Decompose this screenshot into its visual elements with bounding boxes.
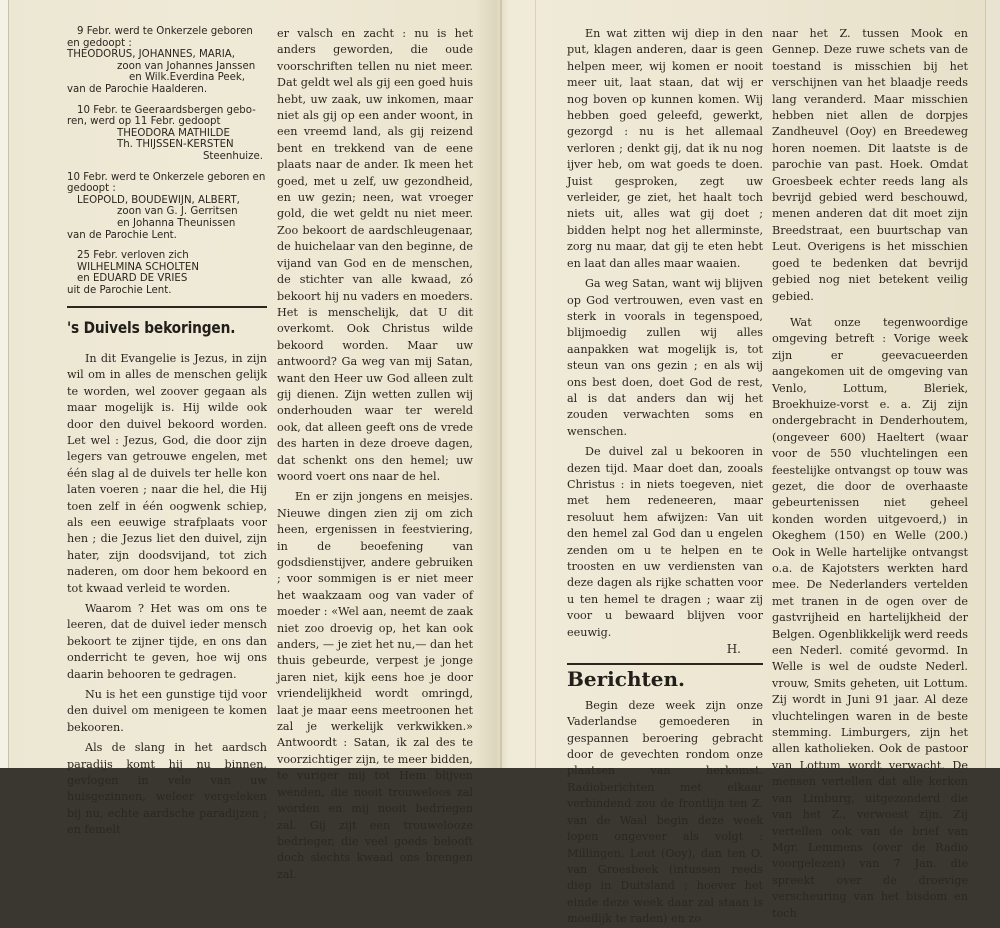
left-page-column-2: [277, 26, 473, 883]
notice-line: Th. THIJSSEN-KERSTEN: [117, 139, 234, 151]
fold-crease: [535, 0, 536, 768]
article-paragraph: In dit Evangelie is Jezus, in zijn wil om in alles de menschen gelijk te worden, wel zoover gegaan als maar mogelijk is. Hij wilde ook door den duivel bekoord worden. Let wel : Jezus, God, die door zijn legers van getrouwe engelen, met één slag al de duivels ter helle kon laten voeren ; naar die hel, die Hij toen zelf in één oogwenk schiep, als een eeuwige strafplaats voor hen ; die Jezus liet den duivel, zijn hater, zijn doodsvijand, tot zich naderen, om door hem bekoord en tot kwaad verleid te worden.: [67, 351, 267, 595]
notice-line: en EDUARD DE VRIES: [77, 273, 188, 285]
notice-4: [67, 250, 267, 296]
notice-line: WILHELMINA SCHOLTEN: [77, 261, 199, 273]
notice-line: en gedoopt :: [67, 37, 132, 49]
author-signature: H.: [726, 642, 741, 657]
left-page-column-1: [67, 26, 267, 839]
notice-line: Steenhuize.: [202, 150, 263, 162]
news-paragraph: Wat onze tegenwoordige omgeving betreft : Vorige week zijn er geevacueerden aangekomen uit de omgeving van Venlo, Lottum, Bleriek, Broekhuize-vorst e. a. Zij zijn ondergebracht in Denderhoutem, (ongeveer 600) Haeltert (waar voor de 550 vluchtelingen een feestelijke ontvangst op touw was gezet, die door de overhaaste gebeurtenissen niet geheel konden worden uitgevoerd,) in Okeghem (150) en Welle (200.) Ook in Welle hartelijke ontvangst o.a. de Kajotsters werkten hard mee. De Nederlanders vertelden met tranen in de ogen over de gastvrijheid en hartelijkheid der Belgen. Ogenblikkelijk werd reeds een Nederl. comité gevormd. In Welle is wel de oudste Nederl. vrouw, Smits geheten, uit Lottum. Zij wordt in Juni 91 jaar. Al deze vluchtelingen waren in de beste stemming. Limburgers, zijn het allen katholieken. Ook de pastoor van Lottum wordt verwacht. De mensen vertellen dat alle kerken van Limburg, uitgezonderd die van het Z., verwoest zijn. Zij vertellen ook van de brief van Mgr. Lemmens (over de Radio voorgelezen) van 7 Jan. die spreekt over de droevige verscheuring van het bisdom en toch: [772, 315, 968, 920]
section-divider: [67, 306, 267, 308]
notice-line: en Wilk.Everdina Peek,: [129, 72, 246, 84]
birth-notices: [67, 26, 267, 296]
notice-line: en Johanna Theunissen: [117, 217, 236, 229]
notice-line: zoon van G. J. Gerritsen: [117, 206, 238, 218]
article-title: 's Duivels bekoringen.: [67, 318, 236, 338]
page-edge-right: [985, 0, 1000, 768]
notice-line: gedoopt :: [67, 183, 116, 195]
article-paragraph: En er zijn jongens en meisjes. Nieuwe dingen zien zij om zich heen, ergenissen in feestviering, in de beoefening van godsdienstijver, andere gebruiken ; voor sommigen is er niet meer het waakzaam oog van vader of moeder : «Wel aan, neemt de zaak niet zoo droevig op, het kan ook anders, — je ziet het nu,— dan het thuis gebeurde, verpest je jonge jaren niet, kijk eens hoe je door vriendelijkheid wordt omringd, laat je maar eens meetroonen het zal je werkelijk verkwikken.» Antwoordt : Satan, ik zal des te voorzichtiger zijn, te meer bidden, te vuriger mij tot Hem blijven wenden, die nooit trouweloos zal worden en mij nooit bedriegen zal. Gij zijt een trouwelooze bedrieger, die veel goeds belooft doch slechts kwaad ons brengen zal.: [277, 490, 473, 881]
article-paragraph: Waarom ? Het was om ons te leeren, dat de duivel ieder mensch bekoort te zijner tijde, en ons dan onderricht te geven, hoe wij ons daarin behooren te gedragen.: [67, 601, 267, 681]
notice-line: 25 Febr. verloven zich: [77, 250, 189, 262]
notice-line: 10 Febr. werd te Onkerzele geboren en: [67, 171, 266, 183]
notice-line: 9 Febr. werd te Onkerzele geboren: [77, 26, 253, 37]
notice-line: LEOPOLD, BOUDEWIJN, ALBERT,: [77, 194, 240, 206]
notice-3: [67, 172, 267, 242]
article-paragraph: En wat zitten wij diep in den put, klagen anderen, daar is geen helpen meer, wij komen er nooit meer uit, laat staan, dat wij er nog boven op kunnen komen. Wij hebben goed geleefd, gewerkt, gezorgd : nu is het allemaal verloren ; denkt gij, dat ik nu nog ijver heb, om wat goeds te doen. Juist gesproken, zegt uw verleider, ge ziet, het haalt toch niets uit, alles wat gij doet ; bidden helpt nog het allerminste, zorg nu maar, dat gij te eten hebt en laat dan alles maar waaien.: [567, 27, 763, 270]
notice-line: zoon van Johannes Janssen: [117, 60, 256, 72]
section-divider: [567, 663, 763, 665]
center-fold: [500, 0, 502, 768]
notice-line: van de Parochie Lent.: [67, 229, 177, 241]
notice-line: THEODORA MATHILDE: [117, 127, 230, 139]
right-page-column-2: [772, 26, 968, 922]
notice-line: ren, werd op 11 Febr. gedoopt: [67, 116, 221, 128]
notice-line: 10 Febr. te Geeraardsbergen gebo-: [77, 104, 256, 116]
notice-2: [67, 105, 267, 163]
article-paragraph: Nu is het een gunstige tijd voor den duivel om menigeen te komen bekooren.: [67, 688, 267, 734]
article-paragraph: Als de slang in het aardsch paradijs komt hij nu binnen, gevlogen in vele van uw huisgezinnen, weleer vergeleken bij nu, echte aardsche paradijzen ; en femelt: [67, 741, 267, 837]
notice-line: THEODORUS, JOHANNES, MARIA,: [67, 49, 236, 61]
notice-line: van de Parochie Haalderen.: [67, 83, 208, 95]
article-paragraph: Ga weg Satan, want wij blijven op God vertrouwen, even vast en sterk in voorals in tegenspoed, blijmoedig zullen wij alles aanpakken wat mogelijk is, tot steun van ons gezin ; en als wij ons best doen, doet God de rest, al is dat anders dan wij het zouden verwachten soms en wenschen.: [567, 277, 763, 438]
article-paragraph: er valsch en zacht : nu is het anders geworden, die oude voorschriften tellen nu niet meer. Dat geldt wel als gij een goed huis hebt, uw zaak, uw inkomen, maar niet als gij op een ander woont, in een vreemd land, als gij reizend bent en trekkend van de eene plaats naar de ander. Ik meen het goed, met u zelf, uw gezondheid, en uw gezin; neen, wat vroeger gold, die wet geldt nu niet meer. Zoo bekoort de aardschleugenaar, de huichelaar van den beginne, de vijand van God en de menschen, de stichter van alle kwaad, zó bekoort hij nu vaders en moeders. Het is menschelijk, dat U dit overkomt. Ook Christus wilde bekoord worden. Maar uw antwoord? Ga weg van mij Satan, want den Heer uw God alleen zult gij dienen. Zijn wetten zullen wij onderhouden waar ter wereld ook, dat alleen geeft ons de vrede des harten in deze droeve dagen, dat schenkt ons den hemel; uw woord voert ons naar de hel.: [277, 27, 473, 483]
news-paragraph: naar het Z. tussen Mook en Gennep. Deze ruwe schets van de toestand is misschien bij het verschijnen van het blaadje reeds lang veranderd. Maar misschien hebben niet allen de dorpjes Zandheuvel (Ooy) en Breedeweg horen noemen. Dit laatste is de parochie van past. Hoek. Omdat Groesbeek echter reeds lang als bevrijd gebied werd beschouwd, menen anderen dat dit moet zijn Breedstraat, een buurtschap van Leut. Overigens is het misschien goed te bedenken dat bevrijd gebied nog niet betekent veilig gebied.: [772, 27, 968, 303]
section-title: Berichten.: [567, 667, 685, 692]
page-edge-left: [0, 0, 9, 768]
news-paragraph: Begin deze week zijn onze Vaderlandse gemoederen in gespannen beroering gebracht door de gevechten rondom onze plaatsen van herkomst. Radioberichten met elkaar verbindend zou de frontlijn ten Z. van de Waal begin deze week lopen ongeveer als volgt : Millingen, Leut (Ooy), dan ten O. van Groesbeek (intussen reeds diep in Duitsland ; hoever het einde deze week daar zal staan is moeilijk te raden) en zo: [567, 698, 763, 926]
notice-line: uit de Parochie Lent.: [67, 284, 172, 296]
article-paragraph: De duivel zal u bekooren in dezen tijd. Maar doet dan, zooals Christus : in niets toegeven, niet met hem redeneeren, maar resoluut hem afwijzen: Van uit den hemel zal God dan u engelen zenden om u te helpen en te troosten en uw verdiensten van deze dagen als rijke schatten voor u ten hemel te dragen ; waar zij voor u bewaard blijven voor eeuwig.: [567, 445, 763, 639]
notice-1: [67, 26, 267, 96]
right-page-column-1: [567, 26, 763, 928]
